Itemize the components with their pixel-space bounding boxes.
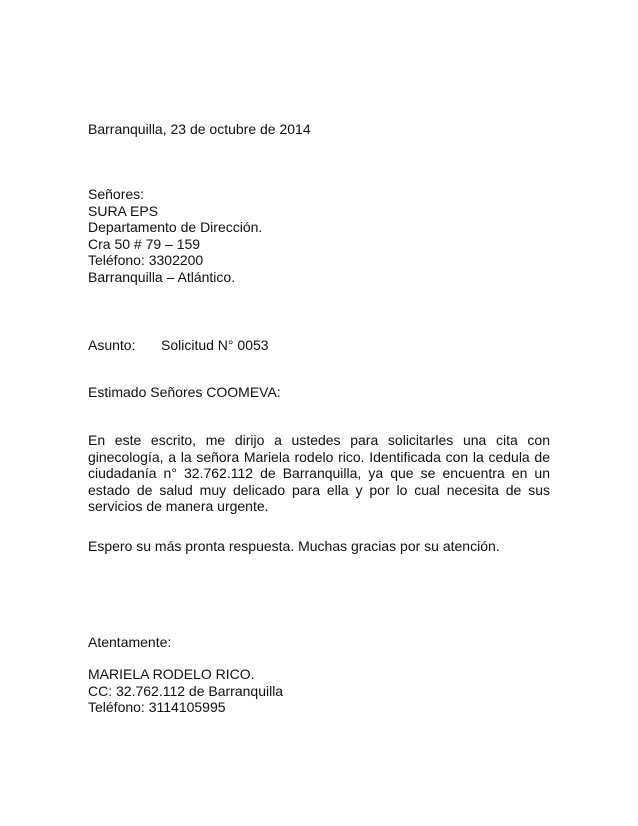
date-text: Barranquilla, 23 de octubre de 2014: [88, 121, 311, 137]
recipient-address: Cra 50 # 79 – 159: [88, 235, 201, 252]
closing-paragraph: [88, 538, 550, 555]
body-paragraph: En este escrito, me dirijo a ustedes para solicitarles una cita con ginecología, a la señora Mariela rodelo rico. Identificada con la cedula de ciudadanía n° 32.762.112 de Barranquilla, ya que se encuentra en un estado de salud muy delicado para ella y por lo cual necesita de sus servicios de manera urgente.: [88, 432, 550, 514]
recipient-department: Departamento de Dirección.: [88, 219, 263, 235]
signoff-text: Atentamente:: [88, 634, 172, 650]
recipient-company: SURA EPS: [88, 202, 159, 219]
signature-name: MARIELA RODELO RICO.: [88, 666, 255, 682]
signature-phone: Teléfono: 3114105995: [88, 699, 226, 715]
signature-id: CC: 32.762.112 de Barranquilla: [88, 682, 284, 699]
recipient-block: [88, 186, 550, 285]
signoff: [88, 634, 550, 651]
subject-label: Asunto:: [88, 337, 136, 353]
greeting: [88, 384, 550, 401]
recipient-salutation: Señores:: [88, 186, 145, 202]
subject-line: [88, 337, 550, 354]
subject-value: Solicitud N° 0053: [161, 337, 269, 353]
signature-block: [88, 666, 550, 716]
greeting-text: Estimado Señores COOMEVA:: [88, 384, 281, 400]
date-line: [88, 121, 550, 138]
recipient-phone: Teléfono: 3302200: [88, 252, 204, 268]
closing-text: Espero su más pronta respuesta. Muchas gracias por su atención.: [88, 538, 500, 554]
recipient-city: Barranquilla – Atlántico.: [88, 268, 236, 285]
